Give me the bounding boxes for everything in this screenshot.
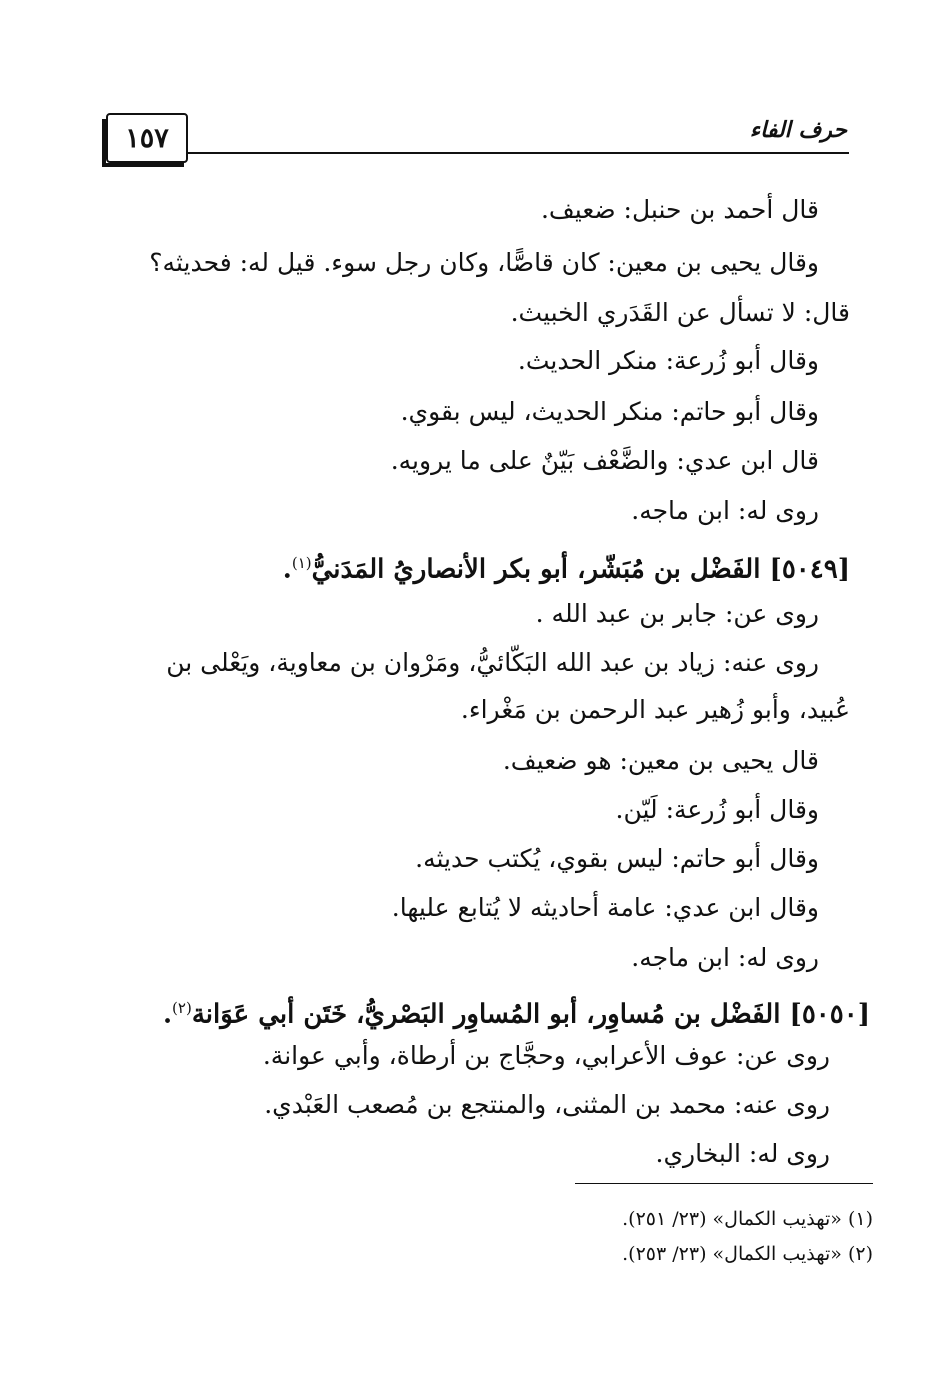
entry-number: [٥٠٥٠]	[789, 999, 870, 1030]
footnote-ref: (٢)	[172, 999, 192, 1017]
text-line: عُبيد، وأبو زُهير عبد الرحمن بن مَغْراء.	[460, 695, 850, 724]
text-line: روى عن: عوف الأعرابي، وحجَّاج بن أرطاة، وأبي عوانة.	[262, 1041, 830, 1070]
text-line: روى عنه: زياد بن عبد الله البَكّائيُّ، ومَرْوان بن معاوية، ويَعْلى بن	[166, 648, 819, 677]
text-line: روى له: ابن ماجه.	[631, 943, 819, 972]
text-line: وقال يحيى بن معين: كان قاصًّا، وكان رجل سوء. قيل له: فحديثه؟	[149, 248, 819, 277]
footnote: (٢) «تهذيب الكمال» (٢٣/ ٢٥٣).	[622, 1243, 873, 1265]
entry-heading	[283, 543, 850, 590]
entry-number: [٥٠٤٩]	[769, 554, 850, 585]
header-rule	[186, 152, 849, 154]
text-line: روى له: ابن ماجه.	[631, 496, 819, 525]
text-line: وقال أبو زُرعة: لَيّن.	[615, 795, 819, 824]
entry-end: .	[282, 554, 292, 585]
text-line: قال: لا تسأل عن القَدَري الخبيث.	[510, 298, 850, 327]
text-line: قال أحمد بن حنبل: ضعيف.	[540, 195, 819, 224]
footnote-rule	[575, 1183, 873, 1184]
text-line: روى عن: جابر بن عبد الله .	[535, 599, 819, 628]
running-header-title: حرف الفاء	[749, 117, 847, 143]
text-line: روى له: البخاري.	[655, 1139, 830, 1168]
entry-name: الفَضْل بن مُساوِر، أبو المُساوِر البَصْريُّ، خَتَن أبي عَوَانة	[191, 999, 781, 1030]
text-line: وقال أبو زُرعة: منكر الحديث.	[517, 346, 819, 375]
text-line: وقال ابن عدي: عامة أحاديثه لا يُتابع عليها.	[391, 893, 819, 922]
entry-heading	[163, 988, 870, 1035]
page-number-text: ١٥٧	[125, 122, 169, 154]
text-line: روى عنه: محمد بن المثنى، والمنتجع بن مُصعب العَبْدي.	[264, 1090, 830, 1119]
text-line: وقال أبو حاتم: منكر الحديث، ليس بقوي.	[400, 397, 819, 426]
page-number	[106, 113, 188, 163]
text-line: قال يحيى بن معين: هو ضعيف.	[502, 746, 819, 775]
footnote: (١) «تهذيب الكمال» (٢٣/ ٢٥١).	[622, 1208, 873, 1230]
entry-name: الفَضْل بن مُبَشّر، أبو بكر الأنصاريُ المَدَنيُّ	[311, 554, 761, 585]
text-line: قال ابن عدي: والضَّعْف بَيّنٌ على ما يرويه.	[390, 446, 819, 475]
entry-end: .	[162, 999, 173, 1030]
footnote-ref: (١)	[291, 554, 312, 572]
text-line: وقال أبو حاتم: ليس بقوي، يُكتب حديثه.	[415, 844, 819, 873]
